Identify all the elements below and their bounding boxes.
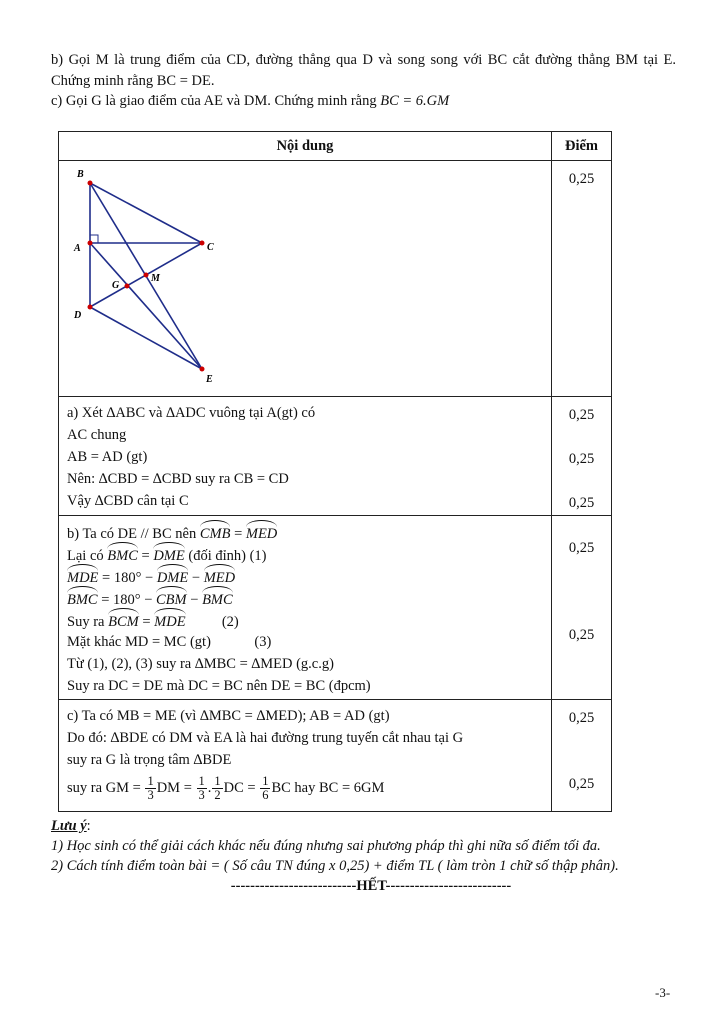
part-b-score-cell xyxy=(552,516,612,700)
table-row-figure xyxy=(59,161,612,397)
fraction-1-3: $\frac{1}{3}$ xyxy=(147,774,154,803)
angle-dme: DME xyxy=(153,543,184,567)
point-b xyxy=(88,181,93,186)
angle-cbm: CBM xyxy=(156,587,187,611)
segment-bc xyxy=(90,183,202,243)
angle-med: MED xyxy=(204,565,235,589)
label-e: E xyxy=(206,374,213,385)
angle-cmb: CMB xyxy=(200,521,231,545)
score-value: 0,25 xyxy=(568,710,595,726)
part-c-line-1: c) Ta có MB = ME (vì ∆MBC = ∆MED); AB = AD (gt) xyxy=(67,708,390,724)
angle-bmc: BMC xyxy=(107,543,138,567)
point-c xyxy=(200,241,205,246)
part-c-content xyxy=(59,700,552,812)
notes-heading: Lưu ý: xyxy=(51,818,91,834)
notes-section xyxy=(51,816,691,896)
angle-mde: MDE xyxy=(67,565,98,589)
score-value: 0,25 xyxy=(568,776,595,792)
label-a: A xyxy=(74,243,81,254)
header-score: Điểm xyxy=(552,132,612,161)
score-value: 0,25 xyxy=(568,627,595,643)
problem-part-c: c) Gọi G là giao điểm của AE và DM. Chứng minh rằng BC = 6.GM xyxy=(51,93,450,109)
part-a-line: AB = AD (gt) xyxy=(67,449,148,465)
table-row-b xyxy=(59,516,612,700)
end-marker: --------------------------HẾT-------------------------- xyxy=(230,878,512,894)
part-b-line-7: Từ (1), (2), (3) suy ra ∆MBC = ∆MED (g.c.g) xyxy=(67,656,334,672)
score-value: 0,25 xyxy=(568,451,595,467)
angle-bcm: BCM xyxy=(108,609,139,633)
label-b: B xyxy=(77,169,84,180)
part-a-content xyxy=(59,397,552,516)
part-a-line: AC chung xyxy=(67,427,127,443)
geometry-figure xyxy=(59,161,551,391)
angle-bmc: BMC xyxy=(202,587,233,611)
fraction-1-2: $\frac{1}{2}$ xyxy=(214,774,221,803)
part-b-line-1: b) Ta có DE // BC nên CMB = MED xyxy=(67,521,543,543)
part-a-score-cell xyxy=(552,397,612,516)
score-value: 0,25 xyxy=(568,171,595,187)
part-a-line: Nên: ∆CBD = ∆CBD suy ra CB = CD xyxy=(67,471,289,487)
point-d xyxy=(88,305,93,310)
table-header xyxy=(59,132,612,161)
fraction-1-3: $\frac{1}{3}$ xyxy=(198,774,205,803)
note-2: 2) Cách tính điểm toàn bài = ( Số câu TN đúng x 0,25) + điểm TL ( làm tròn 1 chữ số thập phân). xyxy=(51,858,619,874)
note-1: 1) Học sinh có thể giải cách khác nếu đúng nhưng sai phương pháp thì ghi nữa số điểm tối đa. xyxy=(51,838,601,854)
part-a-line: a) Xét ∆ABC và ∆ADC vuông tại A(gt) có xyxy=(67,405,316,421)
segment-de xyxy=(90,307,202,369)
part-c-score-cell xyxy=(552,700,612,812)
label-g: G xyxy=(112,280,120,291)
part-b-line-3: MDE = 180° − DME − MED xyxy=(67,565,543,587)
part-c-line-3: suy ra G là trọng tâm ∆BDE xyxy=(67,752,232,768)
fraction-1-6: $\frac{1}{6}$ xyxy=(262,774,269,803)
point-m xyxy=(144,273,149,278)
figure-score-cell xyxy=(552,161,612,397)
segment-ae xyxy=(90,243,202,369)
part-b-line-8: Suy ra DC = DE mà DC = BC nên DE = BC (đpcm) xyxy=(67,678,371,694)
part-b-line-4: BMC = 180° − CBM − BMC xyxy=(67,587,543,609)
score-value: 0,25 xyxy=(568,495,595,511)
table-row-a xyxy=(59,397,612,516)
part-b-line-6: Mặt khác MD = MC (gt) (3) xyxy=(67,634,272,650)
part-c-line-2: Do đó: ∆BDE có DM và EA là hai đường trung tuyến cắt nhau tại G xyxy=(67,730,464,746)
part-b-line-5: Suy ra BCM = MDE (2) xyxy=(67,609,543,631)
point-e xyxy=(200,367,205,372)
score-value: 0,25 xyxy=(568,540,595,556)
problem-text xyxy=(51,50,676,112)
figure-cell xyxy=(59,161,552,397)
part-a-line: Vậy ∆CBD cân tại C xyxy=(67,493,189,509)
angle-mde: MDE xyxy=(154,609,185,633)
score-value: 0,25 xyxy=(568,407,595,423)
part-b-line-2: Lại có BMC = DME (đối đỉnh) (1) xyxy=(67,543,543,565)
answer-table xyxy=(58,131,612,812)
part-c-line-4: suy ra GM = $\frac{1}{3}$ DM = $\frac{1}{3}$ . $\frac{1}{2}$ DC = $\frac{1}{6}$ BC hay BC = 6GM xyxy=(67,774,385,803)
label-c: C xyxy=(207,242,214,253)
point-a xyxy=(88,241,93,246)
header-content: Nội dung xyxy=(59,132,552,161)
part-b-content xyxy=(59,516,552,700)
table-row-c xyxy=(59,700,612,812)
angle-bmc: BMC xyxy=(67,587,98,611)
point-g xyxy=(125,284,130,289)
label-d: D xyxy=(74,310,82,321)
angle-med: MED xyxy=(246,521,277,545)
label-m: M xyxy=(151,273,160,284)
problem-part-b: b) Gọi M là trung điểm của CD, đường thẳng qua D và song song với BC cắt đường thẳng BM tại E. Chứng minh rằng BC = DE. xyxy=(51,52,676,89)
angle-dme: DME xyxy=(157,565,188,589)
problem-part-c-formula: BC = 6.GM xyxy=(380,93,450,109)
page-number: -3- xyxy=(655,985,671,1000)
